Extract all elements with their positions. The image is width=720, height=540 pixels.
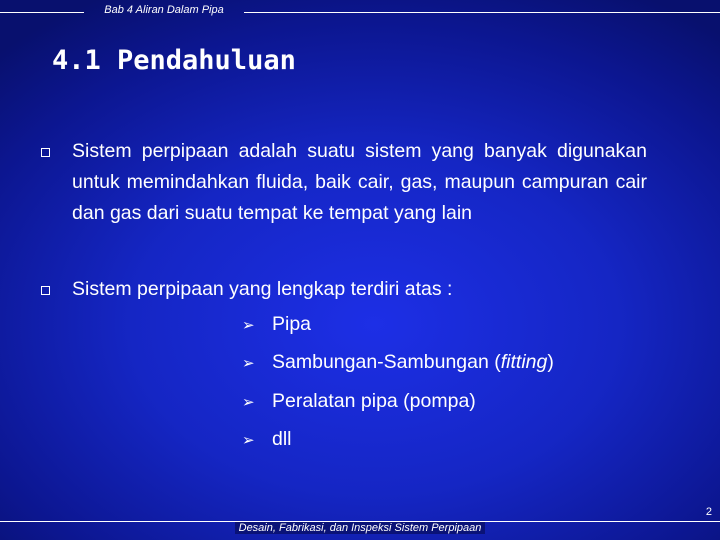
header-rule-left xyxy=(0,12,84,13)
footer-text: Desain, Fabrikasi, dan Inspeksi Sistem Perpipaan xyxy=(235,522,486,534)
sub-item-text-main: Sambungan-Sambungan ( xyxy=(272,351,501,373)
page-number: 2 xyxy=(705,506,712,518)
sub-item-text: Peralatan pipa (pompa) xyxy=(272,390,476,412)
sub-item-text xyxy=(272,351,554,374)
sub-item-text-italic: fitting xyxy=(500,351,548,373)
bullet-text-2: Sistem perpipaan yang lengkap terdiri atas : xyxy=(72,278,453,300)
bullet-text-1: Sistem perpipaan adalah suatu sistem yang banyak digunakan untuk memindahkan fluida, baik cair, gas, maupun campuran cair dan gas dari suatu tempat ke tempat yang lain xyxy=(72,140,647,224)
header-rule-right xyxy=(244,12,720,13)
slide-title: 4.1 Pendahuluan xyxy=(52,45,296,76)
footer xyxy=(0,522,720,534)
sub-item-text-after: ) xyxy=(547,351,554,373)
checkbox-bullet-icon xyxy=(41,148,50,157)
sub-item-text: dll xyxy=(272,428,292,450)
header-text: Bab 4 Aliran Dalam Pipa xyxy=(104,4,224,16)
arrow-bullet-icon: ➢ xyxy=(242,394,255,411)
arrow-bullet-icon: ➢ xyxy=(242,317,255,334)
sub-item-text: Pipa xyxy=(272,313,312,335)
checkbox-bullet-icon xyxy=(41,286,50,295)
arrow-bullet-icon: ➢ xyxy=(242,432,255,449)
arrow-bullet-icon: ➢ xyxy=(242,355,255,372)
